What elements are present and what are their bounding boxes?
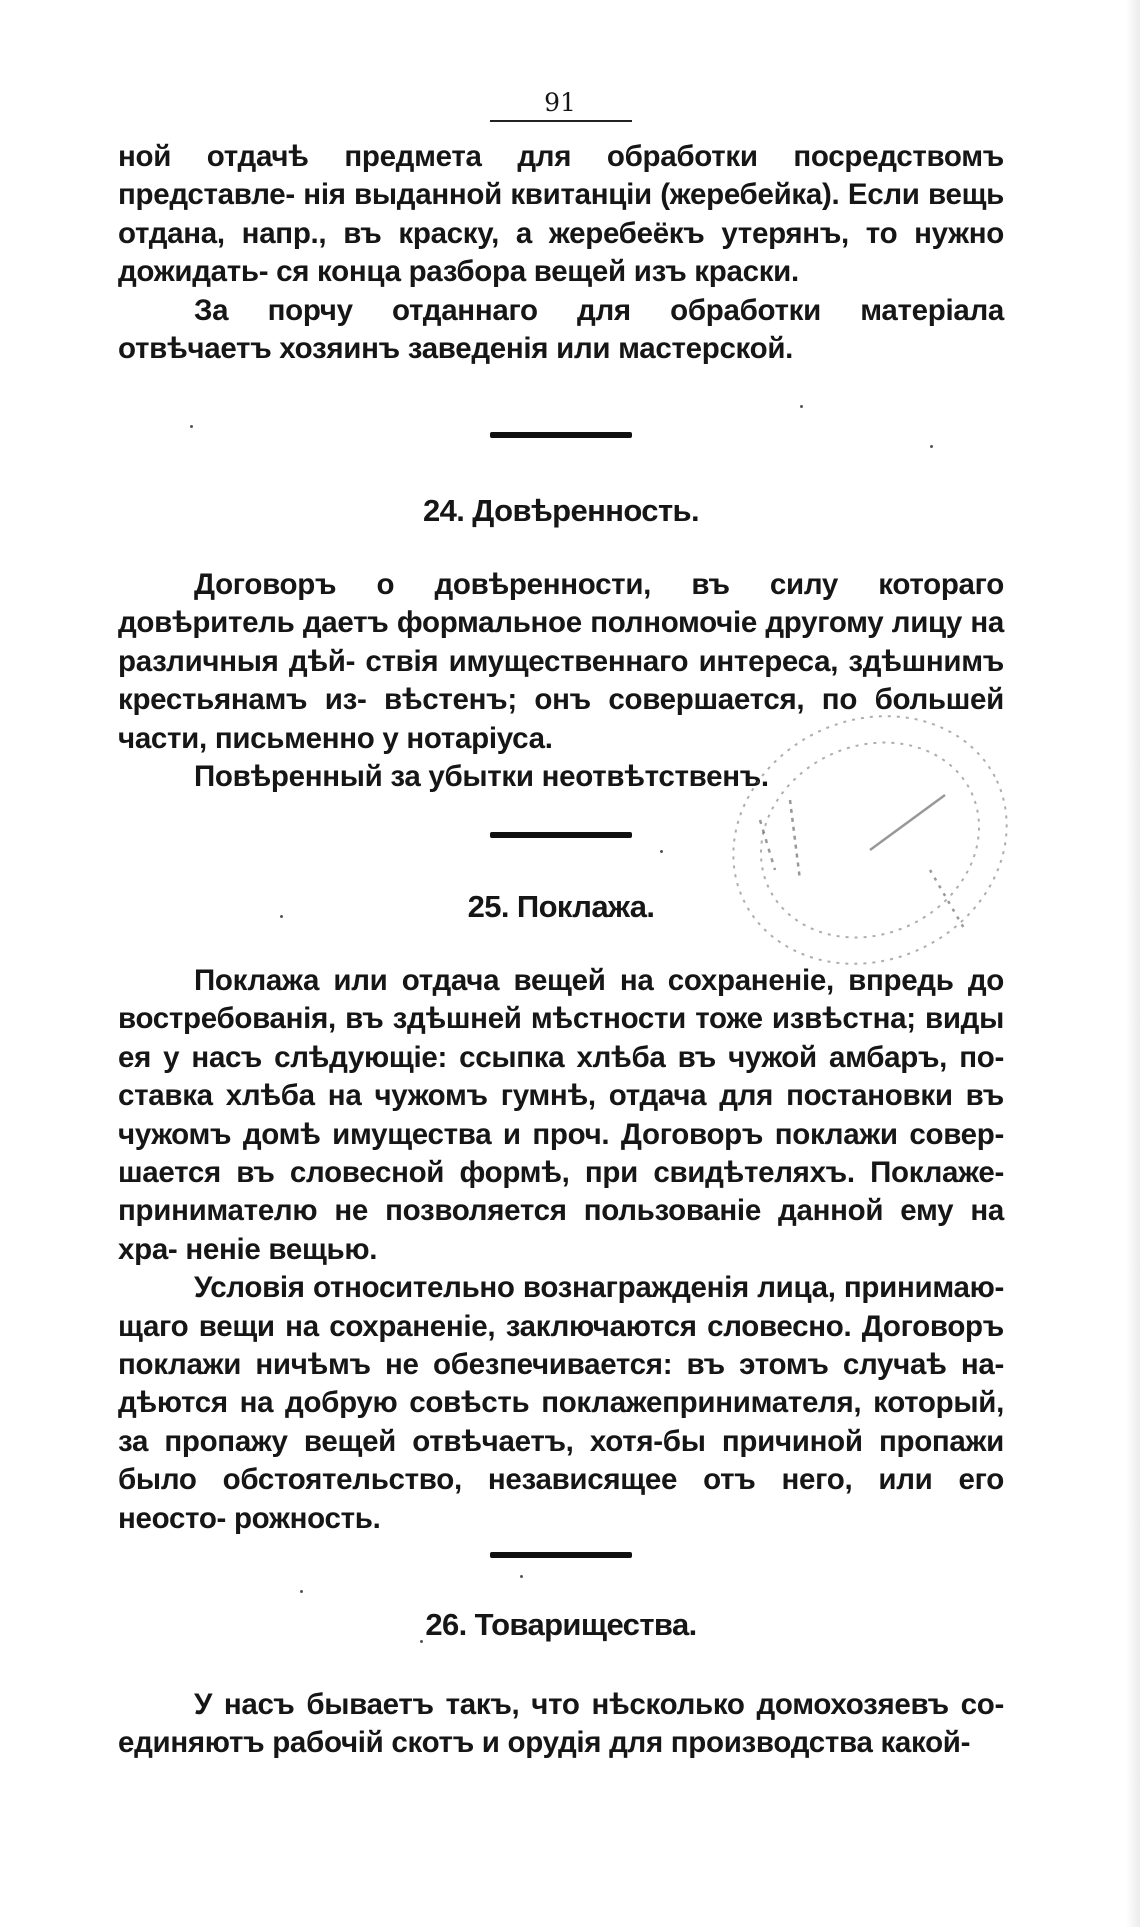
section-divider: [490, 432, 632, 438]
library-stamp: [700, 700, 1030, 1000]
print-speck: [660, 850, 663, 853]
print-speck: [300, 1590, 303, 1593]
section-heading-25: 25. Поклажа.: [467, 889, 655, 924]
paragraph: Договоръ о довѣренности, въ силу котораго довѣритель даетъ формальное полномочіе другому лицу на различныя дѣй- ствія имущественнаго интереса, здѣшнимъ крестьянамъ из- вѣстенъ; онъ совершается, по большей части, письменно у нотаріуса.: [118, 568, 1004, 755]
print-speck: [280, 915, 283, 918]
print-speck: [930, 445, 933, 448]
print-speck: [520, 1575, 523, 1578]
print-speck: [420, 1640, 423, 1643]
paragraph: За порчу отданнаго для обработки матеріала отвѣчаетъ хозяинъ заведенія или мастерской.: [118, 293, 1004, 366]
top-text-block: [118, 138, 1004, 368]
paragraph: Условія относительно вознагражденія лица, принимаю- щаго вещи на сохраненіе, заключаются словесно. Договоръ поклажи ничѣмъ не обезпечивается: въ этомъ случаѣ на- дѣются на добрую совѣсть поклажепринимателя, который, за пропажу вещей отвѣчаетъ, хотя-бы причиной пропажи было обстоятельство, независящее отъ него, или его неосто- рожность.: [118, 1271, 1004, 1535]
page-number-rule: [490, 120, 632, 122]
print-speck: [800, 405, 803, 408]
paragraph: У насъ бываетъ такъ, что нѣсколько домохозяевъ со- единяютъ рабочій скотъ и орудія для производства какой-: [118, 1688, 1004, 1760]
print-speck: [190, 425, 193, 428]
section-divider: [490, 832, 632, 838]
section-26-body: [118, 1686, 1004, 1763]
section-heading-26: 26. Товарищества.: [425, 1607, 697, 1642]
page-edge-shadow: [1126, 0, 1140, 1927]
page-number: 91: [544, 88, 576, 117]
section-heading-24: 24. Довѣренность.: [423, 493, 699, 528]
paragraph: ной отдачѣ предмета для обработки посредствомъ представле- нія выданной квитанціи (жеребейка). Если вещь отдана, напр., въ краску, а жеребеёкъ утерянъ, то нужно дожидать- ся конца разбора вещей изъ краски.: [118, 140, 1004, 289]
paragraph: Поклажа или отдача вещей на сохраненіе, впредь до востребованія, въ здѣшней мѣстности тоже извѣстна; виды ея у насъ слѣдующіе: ссыпка хлѣба въ чужой амбаръ, по- ставка хлѣба на чужомъ гумнѣ, отдача для постановки въ чужомъ домѣ имущества и проч. Договоръ поклажи совер- шается въ словесной формѣ, при свидѣтеляхъ. Поклаже- принимателю не позволяется пользованіе данной ему на хра- неніе вещью.: [118, 964, 1004, 1266]
paragraph: Повѣренный за убытки неотвѣтственъ.: [194, 760, 769, 794]
section-divider: [490, 1552, 632, 1558]
section-25-body: [118, 962, 1004, 1538]
